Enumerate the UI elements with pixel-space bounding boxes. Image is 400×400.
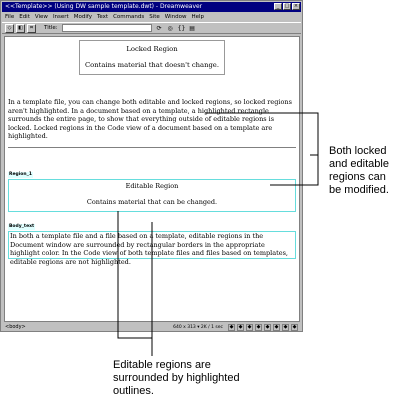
body-text-region[interactable]: In both a template file and a file based on a template, editable regions in the Document window are surrounded by rectangular borders in the appropriate highlight color. In the Code view of both template files and files based on templates, editable regions are not highlighted. [8,231,296,259]
launcher-css-styles-icon[interactable]: ◆ [256,324,261,330]
template-paragraph: In a template file, you can change both editable and locked regions, so locked regions aren't highlighted. In a document based on a template, a highlighted rectangle surrounds the entire page, to show that everything outside of editable regions is locked. Locked regions in the Code view of a document based on a template are highlighted. [8,98,292,141]
document-toolbar [2,22,301,34]
region-1-tab[interactable]: Region_1 [9,172,32,177]
window-size-readout[interactable]: 640 x 313 ▾ 2K / 1 sec [173,325,223,330]
title-label: Title: [44,25,58,31]
close-button[interactable]: × [293,3,299,9]
launcher-behaviors-icon[interactable]: ◆ [265,324,270,330]
window-controls [274,3,300,10]
right-callout-text: Both locked and editable regions can be modified. [329,145,389,196]
launcher-site-icon[interactable]: ◆ [229,324,234,330]
menu-edit[interactable]: Edit [19,14,30,20]
menu-file[interactable]: File [5,14,15,20]
horizontal-rule [8,147,296,148]
launcher-html-styles-icon[interactable]: ◆ [247,324,252,330]
menu-text[interactable]: Text [96,14,109,20]
editable-region-title: Editable Region [125,182,179,190]
locked-region-box [79,40,225,75]
menu-commands[interactable]: Commands [113,14,145,20]
menu-modify[interactable]: Modify [73,14,92,20]
tag-selector[interactable]: <body> [5,324,26,330]
launcher-assets-icon[interactable]: ◆ [238,324,243,330]
maximize-button[interactable]: □ [284,3,290,9]
title-input[interactable] [62,24,152,32]
show-code-view-button[interactable]: ◇ [5,24,14,33]
menu-bar [2,12,301,22]
code-nav-icon[interactable]: {} [177,24,186,32]
status-bar [2,323,301,332]
launcher-history-icon[interactable]: ◆ [274,324,279,330]
locked-region-text: Contains material that doesn't change. [84,61,219,69]
bottom-callout-text: Editable regions are surrounded by highlighted outlines. [113,359,240,397]
menu-insert[interactable]: Insert [52,14,69,20]
document-window[interactable] [4,36,300,322]
locked-region-title: Locked Region [126,45,178,53]
editable-region-box[interactable] [8,179,296,212]
minimize-button[interactable]: _ [274,3,282,10]
launcher-extra-icon[interactable]: ◆ [292,324,297,330]
title-bar [2,2,301,12]
show-code-design-view-button[interactable]: ◧ [16,24,25,33]
menu-window[interactable]: Window [164,14,187,20]
show-design-view-button[interactable]: ⌗ [27,24,36,33]
body-text-tab[interactable]: Body_text [9,224,35,229]
preview-icon[interactable]: ◎ [167,24,173,32]
launcher-code-inspector-icon[interactable]: ◆ [283,324,288,330]
window-title: <<Template>> (Using DW sample template.dwt) - Dreamweaver [5,3,203,10]
refresh-icon[interactable]: ⟳ [156,24,162,32]
status-right [173,324,298,331]
menu-site[interactable]: Site [149,14,160,20]
view-options-icon[interactable]: ▤ [189,24,195,32]
editable-region-text: Contains material that can be changed. [86,198,218,206]
menu-help[interactable]: Help [191,14,205,20]
menu-view[interactable]: View [34,14,48,20]
